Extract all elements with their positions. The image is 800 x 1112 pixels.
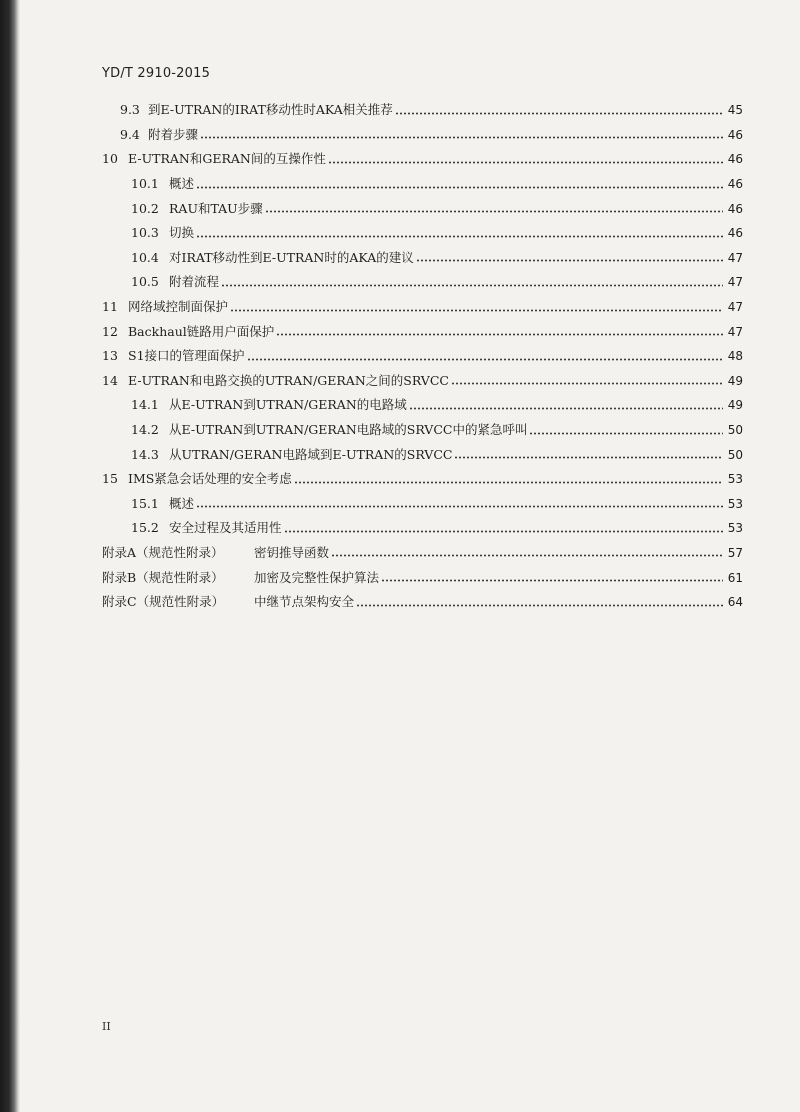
toc-entry[interactable] <box>0 369 800 394</box>
toc-entry-title: 对IRAT移动性到E-UTRAN时的AKA的建议 <box>169 249 414 265</box>
toc-dot-leader <box>395 112 723 115</box>
toc-entry-page: 53 <box>727 496 743 511</box>
toc-entry-page: 46 <box>727 226 743 241</box>
toc-entry-title: 从E-UTRAN到UTRAN/GERAN电路域的SRVCC中的紧急呼叫 <box>169 422 528 438</box>
toc-entry-number: 13 <box>102 348 118 364</box>
toc-entry-page: 47 <box>727 275 743 290</box>
toc-entry-title: IMS紧急会话处理的安全考虑 <box>128 471 292 487</box>
toc-entry-title: 附着步骤 <box>148 126 199 142</box>
toc-entry-page: 46 <box>727 152 743 167</box>
toc-entry[interactable] <box>0 246 800 271</box>
toc-entry-number: 10.2 <box>131 200 159 216</box>
toc-dot-leader <box>196 235 723 238</box>
toc-entry-number: 附录B（规范性附录） <box>102 569 224 585</box>
toc-dot-leader <box>196 186 723 189</box>
toc-entry-title: Backhaul链路用户面保护 <box>128 323 275 339</box>
toc-entry[interactable] <box>0 565 800 590</box>
toc-dot-leader <box>265 210 723 213</box>
toc-dot-leader <box>284 530 723 533</box>
toc-entry-page: 50 <box>727 423 743 438</box>
toc-dot-leader <box>276 333 723 336</box>
toc-entry-page: 46 <box>727 201 743 216</box>
toc-entry-page: 53 <box>727 472 743 487</box>
toc-dot-leader <box>230 309 723 312</box>
toc-dot-leader <box>328 161 723 164</box>
toc-entry-page: 47 <box>727 324 743 339</box>
toc-entry-page: 53 <box>727 521 743 536</box>
toc-entry-page: 64 <box>727 595 743 610</box>
toc-entry-title: E-UTRAN和GERAN间的互操作性 <box>128 151 326 167</box>
toc-entry[interactable] <box>0 98 800 123</box>
toc-entry-number: 10.5 <box>131 274 159 290</box>
toc-entry[interactable] <box>0 467 800 492</box>
toc-dot-leader <box>416 259 723 262</box>
toc-entry[interactable] <box>0 492 800 517</box>
toc-dot-leader <box>200 136 723 139</box>
toc-entry-number: 9.4 <box>120 126 140 142</box>
toc-entry[interactable] <box>0 590 800 615</box>
toc-entry[interactable] <box>0 172 800 197</box>
toc-entry-number: 14 <box>102 372 118 388</box>
toc-dot-leader <box>451 382 723 385</box>
toc-entry-number: 10.3 <box>131 225 159 241</box>
table-of-contents <box>0 98 800 614</box>
toc-entry-title: E-UTRAN和电路交换的UTRAN/GERAN之间的SRVCC <box>128 372 449 388</box>
toc-entry-number: 14.3 <box>131 446 159 462</box>
toc-entry[interactable] <box>0 516 800 541</box>
toc-entry-number: 15.1 <box>131 495 159 511</box>
toc-entry-page: 49 <box>727 398 743 413</box>
toc-entry-page: 48 <box>727 349 743 364</box>
toc-entry-number: 15 <box>102 471 118 487</box>
toc-entry[interactable] <box>0 418 800 443</box>
toc-entry-page: 46 <box>727 177 743 192</box>
toc-dot-leader <box>294 481 723 484</box>
toc-entry-page: 49 <box>727 373 743 388</box>
toc-entry-number: 14.2 <box>131 422 159 438</box>
toc-entry[interactable] <box>0 123 800 148</box>
toc-entry-page: 47 <box>727 300 743 315</box>
toc-entry-number: 15.2 <box>131 520 159 536</box>
toc-entry-title: RAU和TAU步骤 <box>169 200 263 216</box>
toc-dot-leader <box>356 604 723 607</box>
toc-entry-number: 12 <box>102 323 118 339</box>
toc-entry-title: 从UTRAN/GERAN电路域到E-UTRAN的SRVCC <box>169 446 453 462</box>
toc-entry[interactable] <box>0 147 800 172</box>
toc-entry-page: 50 <box>727 447 743 462</box>
toc-entry-title: 概述 <box>169 495 195 511</box>
toc-entry-title: 密钥推导函数 <box>254 544 330 560</box>
toc-entry-title: 加密及完整性保护算法 <box>254 569 380 585</box>
toc-dot-leader <box>247 358 723 361</box>
toc-entry[interactable] <box>0 319 800 344</box>
toc-entry[interactable] <box>0 344 800 369</box>
toc-dot-leader <box>454 456 723 459</box>
toc-entry-title: 切换 <box>169 225 195 241</box>
toc-dot-leader <box>331 554 723 557</box>
toc-entry-page: 47 <box>727 250 743 265</box>
toc-dot-leader <box>196 505 723 508</box>
toc-entry[interactable] <box>0 221 800 246</box>
toc-entry[interactable] <box>0 295 800 320</box>
toc-entry-number: 14.1 <box>131 397 159 413</box>
document-id-header: YD/T 2910-2015 <box>102 66 211 81</box>
toc-dot-leader <box>221 284 723 287</box>
toc-entry-page: 45 <box>727 103 743 118</box>
toc-entry[interactable] <box>0 541 800 566</box>
page-number: II <box>102 1020 111 1033</box>
toc-entry-number: 附录C（规范性附录） <box>102 594 225 610</box>
toc-dot-leader <box>381 579 723 582</box>
toc-entry-number: 10 <box>102 151 118 167</box>
toc-dot-leader <box>409 407 723 410</box>
toc-entry-title: 附着流程 <box>169 274 220 290</box>
toc-entry[interactable] <box>0 196 800 221</box>
toc-entry-number: 9.3 <box>120 102 140 118</box>
toc-entry[interactable] <box>0 442 800 467</box>
toc-entry-page: 46 <box>727 127 743 142</box>
toc-entry-page: 61 <box>727 570 743 585</box>
toc-entry-number: 10.4 <box>131 249 159 265</box>
toc-entry-title: 到E-UTRAN的IRAT移动性时AKA相关推荐 <box>148 102 393 118</box>
toc-entry[interactable] <box>0 393 800 418</box>
toc-entry-title: S1接口的管理面保护 <box>128 348 245 364</box>
toc-entry-number: 11 <box>102 299 118 315</box>
toc-entry-title: 网络域控制面保护 <box>128 299 229 315</box>
toc-entry-title: 中继节点架构安全 <box>254 594 355 610</box>
toc-dot-leader <box>529 432 723 435</box>
toc-entry-title: 从E-UTRAN到UTRAN/GERAN的电路域 <box>169 397 407 413</box>
toc-entry-page: 57 <box>727 545 743 560</box>
toc-entry[interactable] <box>0 270 800 295</box>
toc-entry-number: 附录A（规范性附录） <box>102 544 224 560</box>
toc-entry-number: 10.1 <box>131 176 159 192</box>
toc-entry-title: 概述 <box>169 176 195 192</box>
toc-entry-title: 安全过程及其适用性 <box>169 520 282 536</box>
